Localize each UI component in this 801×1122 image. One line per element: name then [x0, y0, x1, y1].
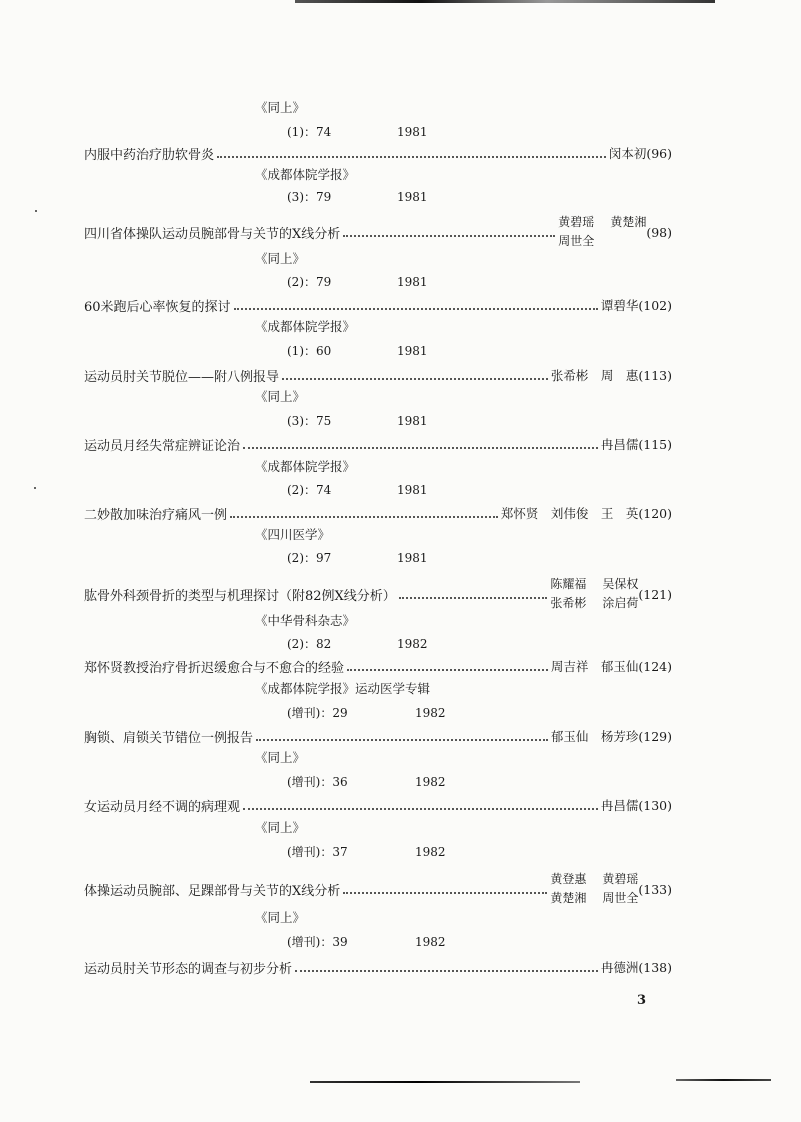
- dot-leader: [230, 508, 498, 518]
- author-name: 吴保权: [602, 577, 639, 591]
- entry-title: 内服中药治疗肋软骨炎: [84, 147, 215, 163]
- author-name: 黄碧瑶: [558, 215, 595, 229]
- scan-artifact-top: [295, 0, 715, 3]
- entry-title: 女运动员月经不调的病理观: [84, 799, 241, 815]
- entry-authors: 闵本初: [608, 146, 647, 161]
- dot-leader: [282, 370, 548, 380]
- author-name: 周世全: [602, 891, 639, 905]
- issue-year: 1981: [397, 414, 428, 428]
- toc-entry[interactable]: [84, 434, 672, 454]
- dot-leader: [343, 884, 547, 894]
- issue-number: (3)：79: [287, 190, 332, 204]
- issue-year: 1982: [397, 637, 428, 651]
- dot-leader: [243, 439, 598, 449]
- author-name: 张希彬: [550, 596, 587, 610]
- entry-title: 肱骨外科颈骨折的类型与机理探讨（附82例X线分析）: [84, 588, 396, 604]
- entry-page: (115): [638, 436, 672, 452]
- toc-entry[interactable]: [84, 656, 672, 676]
- issue-line: [287, 482, 487, 498]
- entry-title: 60米跑后心率恢复的探讨: [84, 299, 231, 315]
- entry-page: (129): [638, 728, 672, 744]
- toc-entry[interactable]: [84, 365, 672, 385]
- entry-title: 四川省体操队运动员腕部骨与关节的X线分析: [84, 226, 341, 242]
- author-name: 黄碧瑶: [602, 872, 639, 886]
- entry-title: 运动员肘关节脱位——附八例报导: [84, 369, 280, 385]
- author-name: 涂启荷: [602, 596, 639, 610]
- entry-page: (124): [638, 658, 672, 674]
- entry-page: (133): [638, 881, 672, 897]
- author-name: 黄登惠: [550, 872, 587, 886]
- entry-authors: [550, 575, 638, 613]
- issue-line: [287, 124, 487, 140]
- entry-title: 运动员肘关节形态的调查与初步分析: [84, 961, 293, 977]
- entry-page: (138): [638, 959, 672, 975]
- issue-year: 1981: [397, 483, 428, 497]
- source-journal: 《同上》: [255, 100, 306, 115]
- source-journal: 《中华骨科杂志》: [255, 613, 356, 628]
- source-journal: 《四川医学》: [255, 527, 331, 542]
- page-number: 3: [637, 993, 647, 1008]
- issue-year: 1982: [415, 935, 446, 949]
- entry-authors: [558, 213, 646, 251]
- issue-line: [287, 343, 487, 359]
- issue-number: (增刊)：36: [287, 775, 348, 789]
- source-journal: 《成都体院学报》: [255, 319, 356, 334]
- issue-year: 1981: [397, 125, 428, 139]
- entry-title: 郑怀贤教授治疗骨折迟缓愈合与不愈合的经验: [84, 660, 345, 676]
- issue-number: (2)：74: [287, 483, 332, 497]
- dot-leader: [347, 661, 548, 671]
- dot-leader: [399, 589, 548, 599]
- entry-page: (98): [646, 224, 672, 240]
- issue-line: [287, 550, 487, 566]
- toc-entry[interactable]: [84, 143, 672, 163]
- author-name: 黄楚湘: [550, 891, 587, 905]
- toc-entry[interactable]: [84, 503, 672, 523]
- toc-entry[interactable]: [84, 212, 672, 252]
- entry-page: (121): [638, 586, 672, 602]
- issue-number: (2)：79: [287, 275, 332, 289]
- source-journal: 《同上》: [255, 389, 306, 404]
- dot-leader: [256, 731, 548, 741]
- issue-number: (3)：75: [287, 414, 332, 428]
- issue-line: [287, 413, 487, 429]
- dot-leader: [217, 148, 606, 158]
- issue-year: 1981: [397, 344, 428, 358]
- dot-leader: [234, 300, 598, 310]
- issue-line: [287, 844, 487, 860]
- dot-leader: [343, 227, 555, 237]
- entry-page: (102): [638, 297, 672, 313]
- source-journal: 《成都体院学报》: [255, 459, 356, 474]
- issue-line: [287, 274, 487, 290]
- issue-number: (增刊)：37: [287, 845, 348, 859]
- source-journal: 《成都体院学报》运动医学专辑: [255, 681, 431, 696]
- author-name: 黄楚湘: [610, 215, 647, 229]
- entry-authors: 张希彬 周 惠: [550, 368, 639, 383]
- entry-page: (130): [638, 797, 672, 813]
- toc-entry[interactable]: [84, 869, 672, 909]
- entry-authors: 郑怀贤 刘伟俊 王 英: [500, 506, 639, 521]
- scan-artifact-bottom: [310, 1081, 580, 1083]
- entry-authors: [550, 870, 638, 908]
- issue-year: 1982: [415, 775, 446, 789]
- dot-leader: [243, 800, 598, 810]
- entry-page: (113): [638, 367, 672, 383]
- issue-number: (增刊)：39: [287, 935, 348, 949]
- toc-entry[interactable]: [84, 957, 672, 977]
- entry-authors: 冉昌儒: [600, 798, 639, 813]
- entry-title: 运动员月经失常症辨证论治: [84, 438, 241, 454]
- issue-line: [287, 774, 487, 790]
- source-journal: 《同上》: [255, 820, 306, 835]
- author-name: 陈耀福: [550, 577, 587, 591]
- entry-authors: 郁玉仙 杨芳珍: [550, 729, 639, 744]
- entry-title: 体操运动员腕部、足踝部骨与关节的X线分析: [84, 883, 341, 899]
- toc-entry[interactable]: [84, 726, 672, 746]
- toc-entry[interactable]: [84, 795, 672, 815]
- issue-year: 1982: [415, 845, 446, 859]
- source-journal: 《同上》: [255, 750, 306, 765]
- toc-entry[interactable]: [84, 574, 672, 614]
- source-journal: 《同上》: [255, 910, 306, 925]
- issue-year: 1982: [415, 706, 446, 720]
- entry-authors: 周吉祥 郁玉仙: [550, 659, 639, 674]
- entry-authors: 冉昌儒: [600, 437, 639, 452]
- issue-line: [287, 705, 487, 721]
- entry-title: 胸锁、肩锁关节错位一例报告: [84, 730, 254, 746]
- dot-leader: [295, 962, 598, 972]
- issue-number: (增刊)：29: [287, 706, 348, 720]
- issue-number: (2)：82: [287, 637, 332, 651]
- issue-year: 1981: [397, 275, 428, 289]
- entry-page: (120): [638, 505, 672, 521]
- entry-authors: 冉德洲: [600, 960, 639, 975]
- toc-entry[interactable]: [84, 295, 672, 315]
- issue-line: [287, 189, 487, 205]
- issue-line: [287, 636, 487, 652]
- issue-number: (2)：97: [287, 551, 332, 565]
- scan-artifact-bottom-right: [676, 1079, 771, 1081]
- entry-authors: 谭碧华: [600, 298, 639, 313]
- source-journal: 《成都体院学报》: [255, 167, 356, 182]
- issue-year: 1981: [397, 190, 428, 204]
- issue-number: (1)：60: [287, 344, 332, 358]
- author-name: 周世全: [558, 234, 595, 248]
- issue-number: (1)：74: [287, 125, 332, 139]
- entry-page: (96): [646, 145, 672, 161]
- source-journal: 《同上》: [255, 251, 306, 266]
- scan-speck: [34, 487, 36, 489]
- issue-line: [287, 934, 487, 950]
- issue-year: 1981: [397, 551, 428, 565]
- entry-title: 二妙散加味治疗痛风一例: [84, 507, 228, 523]
- scan-speck: [35, 210, 37, 212]
